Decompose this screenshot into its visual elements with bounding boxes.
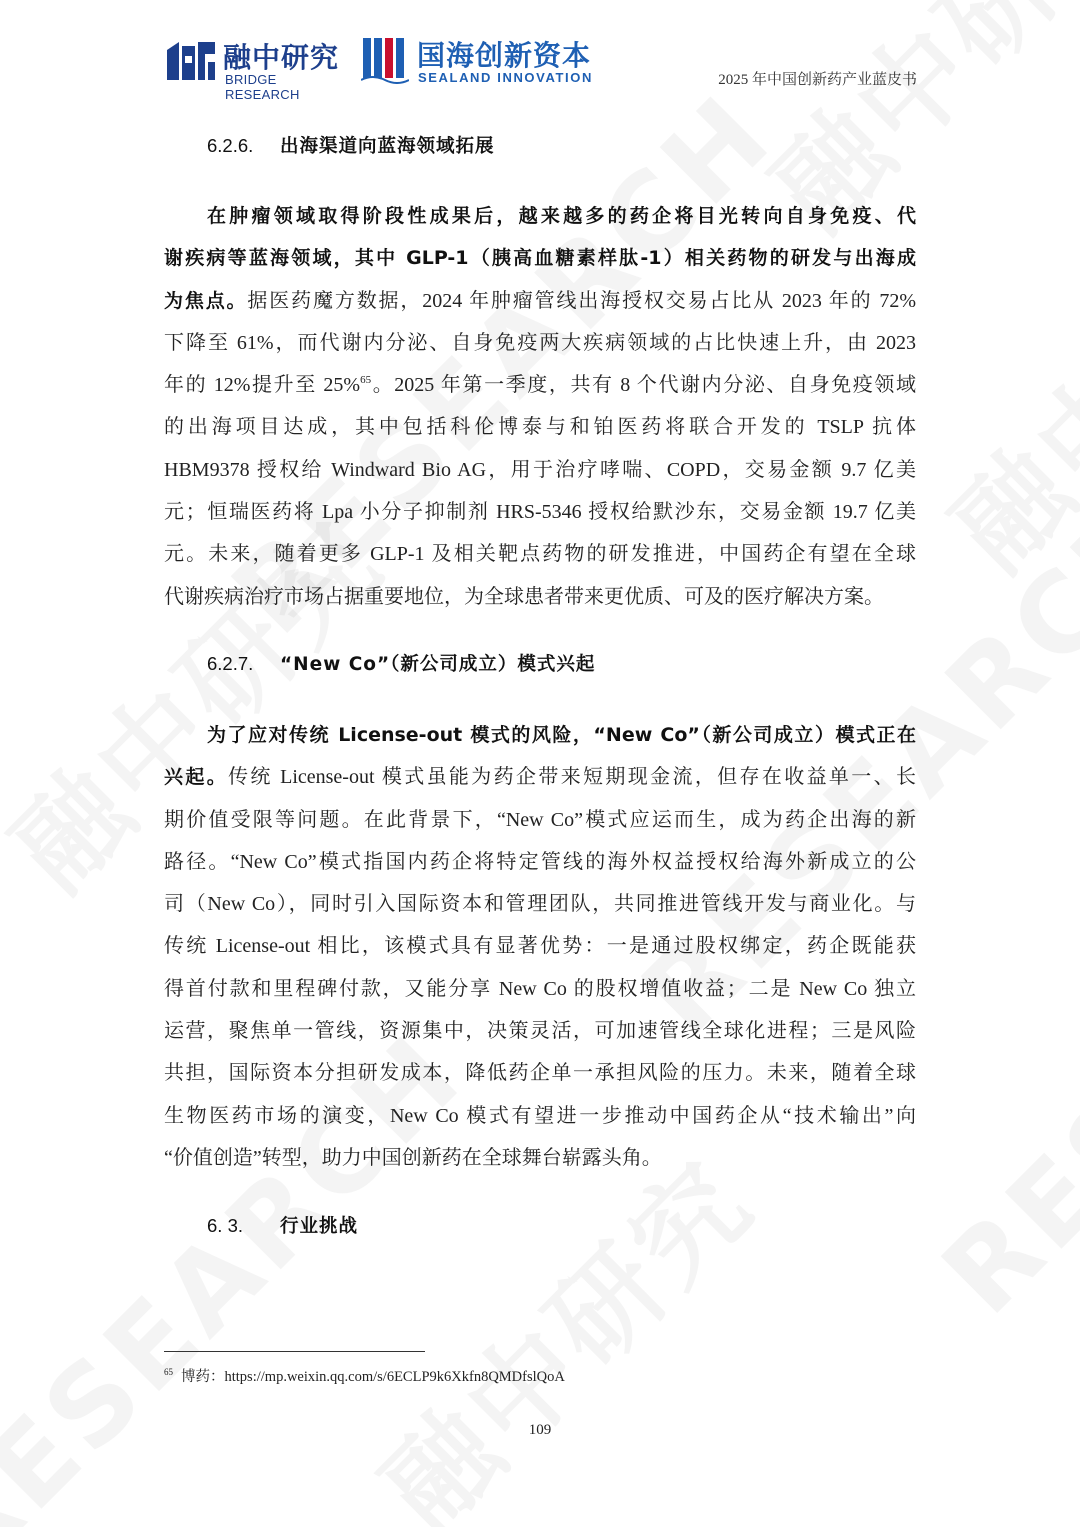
page-header: [165, 34, 917, 102]
section-number: 6. 3.: [207, 1215, 243, 1236]
sealand-innovation-cn: 国海创新资本: [417, 39, 592, 72]
text-line: 元。未来，随着更多 GLP-1 及相关靶点药物的研发推进，中国药企有望在全球: [164, 543, 916, 566]
section-title: “New Co”（新公司成立）模式兴起: [280, 654, 596, 675]
sealand-innovation-logo: [361, 36, 611, 86]
text-line: 生物医药市场的演变，New Co 模式有望进一步推动中国药企从“技术输出”向: [164, 1104, 916, 1127]
watermark-text: [342, 1119, 782, 1527]
bridge-research-logo: [165, 38, 350, 102]
text-line: 为焦点。据医药魔方数据，2024 年肿瘤管线出海授权交易占比从 2023 年的 72%: [164, 289, 916, 312]
watermark-text: [918, 750, 1080, 1339]
text-line: 为了应对传统 License-out 模式的风险，“New Co”（新公司成立）模式正在: [207, 724, 916, 746]
text-line: 代谢疾病治疗市场占据重要地位，为全球患者带来更优质、可及的医疗解决方案。: [164, 585, 884, 608]
text-line: 得首付款和里程碑付款，又能分享 New Co 的股权增值收益；二是 New Co 独立: [164, 977, 916, 1000]
footnote: [164, 1365, 565, 1386]
watermark-text: [912, 159, 1080, 599]
bridge-research-cn: 融中研究: [223, 41, 340, 74]
text-line: 在肿瘤领域取得阶段性成果后，越来越多的药企将目光转向自身免疫、代: [207, 205, 916, 227]
text-line: 元；恒瑞医药将 Lpa 小分子抑制剂 HRS-5346 授权给默沙东，交易金额 19.7 亿美: [164, 501, 916, 524]
text-line: 谢疾病等蓝海领域，其中 GLP-1（胰高血糖素样肽-1）相关药物的研发与出海成: [164, 247, 916, 270]
sealand-innovation-mark-icon: [361, 36, 409, 84]
text-line: 年的 12%提升至 25%$^{65}$。2025 年第一季度，共有 8 个代谢内分泌、自身免疫领域: [164, 374, 916, 397]
text-line: “价值创造”转型，助力中国创新药在全球舞台崭露头角。: [164, 1146, 662, 1169]
document-title: 2025 年中国创新药产业蓝皮书: [718, 72, 917, 88]
section-heading-6-2-7: [207, 650, 595, 676]
text-line: 的出海项目达成，其中包括科伦博泰与和铂医药将联合开发的 TSLP 抗体: [164, 416, 916, 439]
text-line: HBM9378 授权给 Windward Bio AG，用于治疗哮喘、COPD，交易金额 9.7 亿美: [164, 458, 916, 481]
bridge-research-mark-icon: [165, 38, 217, 84]
section-number: 6.2.7.: [207, 653, 254, 674]
bridge-research-en: BRIDGE RESEARCH: [225, 72, 300, 102]
footnote-number: 65: [164, 1367, 173, 1377]
section-title: 行业挑战: [280, 1216, 359, 1237]
text-line: 司（New Co），同时引入国际资本和管理团队，共同推进管线开发与商业化。与: [164, 893, 916, 916]
text-line: 兴起。传统 License-out 模式虽能为药企带来短期现金流，但存在收益单一、长: [164, 766, 916, 789]
section-number: 6.2.6.: [207, 135, 254, 156]
text-line: 下降至 61%，而代谢内分泌、自身免疫两大疾病领域的占比快速上升，由 2023: [164, 331, 916, 354]
footnote-reference: 65: [360, 374, 372, 387]
text-line: 共担，国际资本分担研发成本，降低药企单一承担风险的压力。未来，随着全球: [164, 1062, 916, 1085]
paragraph-blue-ocean: [164, 195, 916, 618]
sealand-innovation-en: SEALAND INNOVATION: [418, 70, 593, 85]
section-title: 出海渠道向蓝海领域拓展: [280, 136, 495, 157]
text-line: 传统 License-out 相比，该模式具有显著优势：一是通过股权绑定，药企既能获: [164, 935, 916, 958]
text-line: 期价值受限等问题。在此背景下，“New Co”模式应运而生，成为药企出海的新: [164, 808, 916, 831]
footnote-divider: [164, 1351, 425, 1352]
section-heading-6-2-6: [207, 132, 495, 158]
footnote-text: 博药：https://mp.weixin.qq.com/s/6ECLP9k6Xkfn8QMDfslQoA: [181, 1369, 565, 1385]
page-number: 109: [528, 1422, 552, 1438]
paragraph-new-co: [164, 714, 916, 1179]
section-heading-6-3: [207, 1212, 358, 1238]
text-line: 运营，聚焦单一管线，资源集中，决策灵活，可加速管线全球化进程；三是风险: [164, 1020, 916, 1043]
text-line: 路径。“New Co”模式指国内药企将特定管线的海外权益授权给海外新成立的公: [164, 850, 916, 873]
